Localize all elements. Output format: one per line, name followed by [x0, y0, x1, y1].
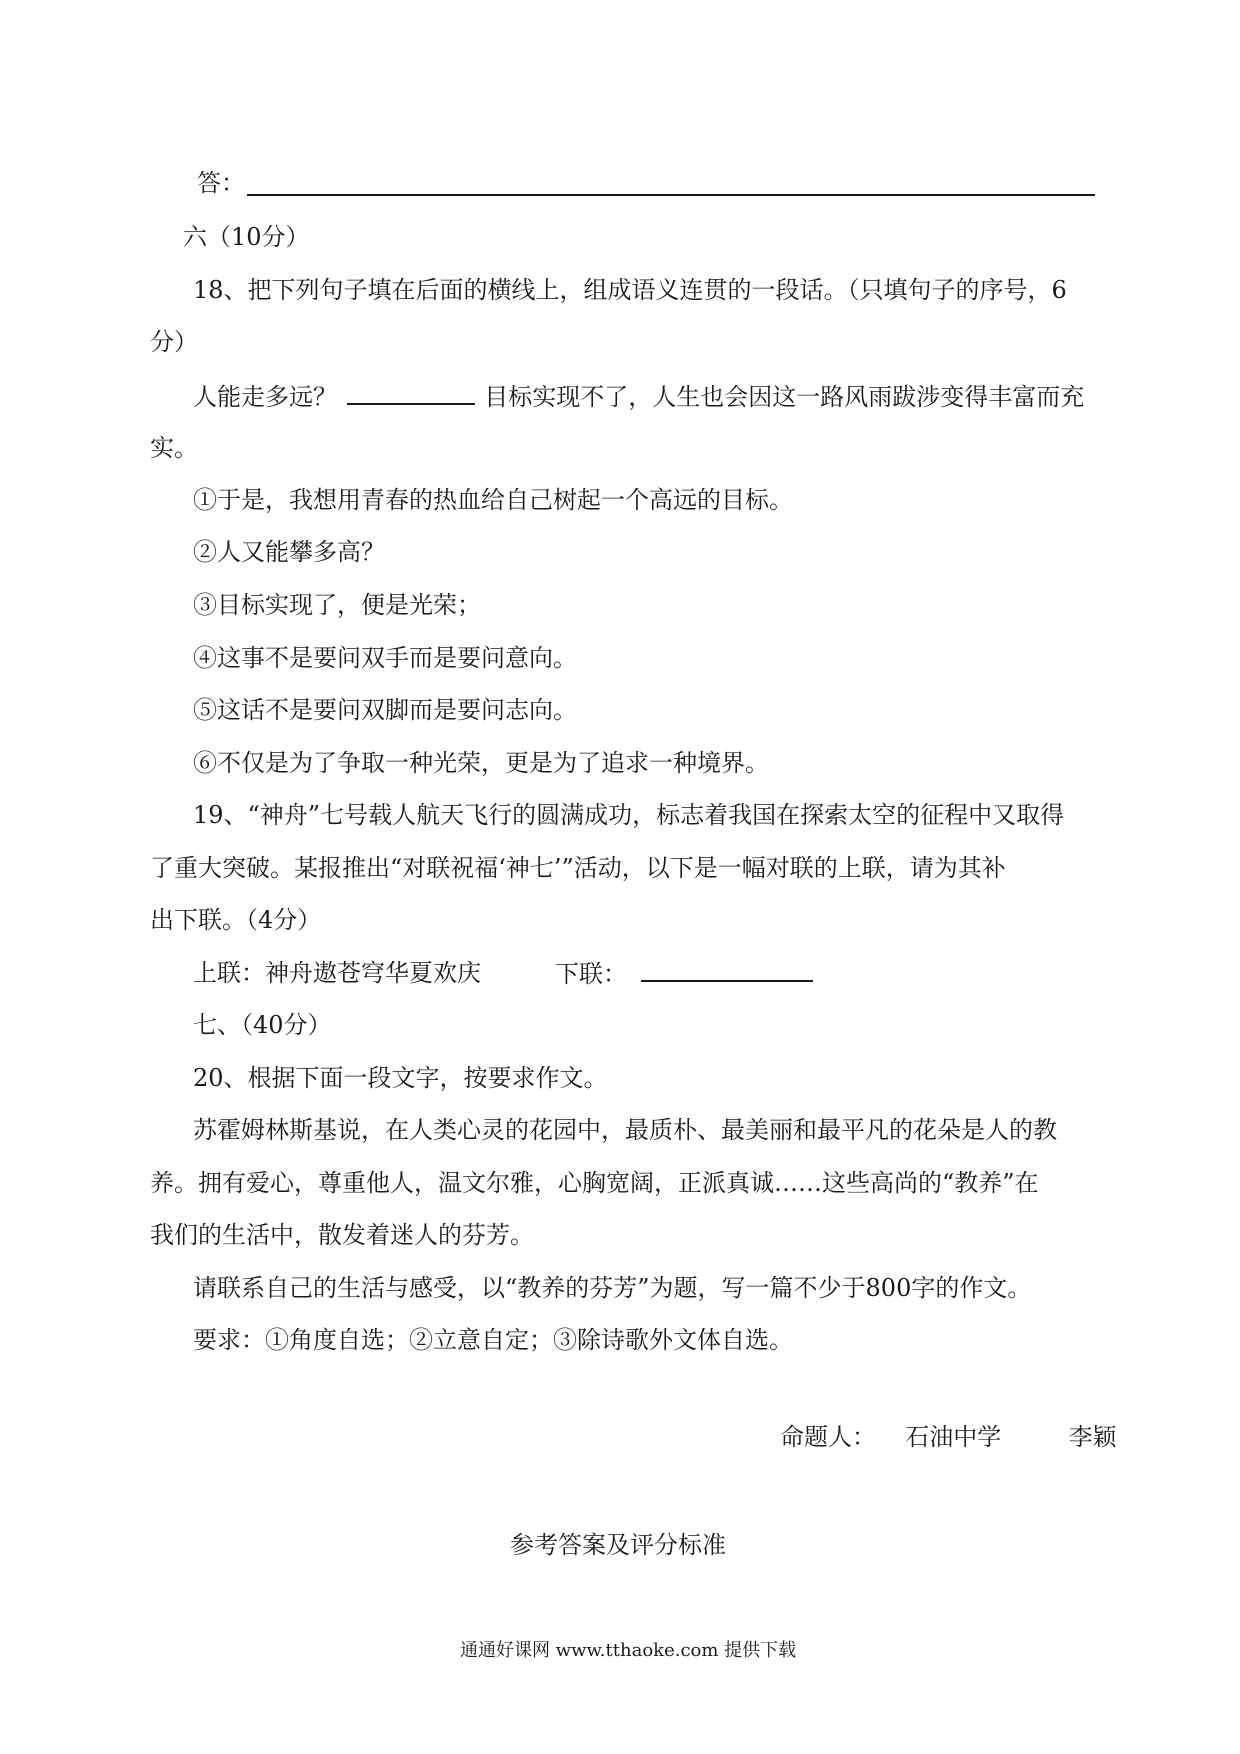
q18-option-1: ①于是，我想用青春的热血给自己树起一个高远的目标。 — [193, 486, 793, 514]
section-6-heading: 六（10分） — [183, 223, 310, 251]
author-credit — [780, 1422, 1117, 1452]
q20-quote-line2: 养。拥有爱心，尊重他人，温文尔雅，心胸宽阔，正派真诚……这些高尚的“教养”在 — [150, 1169, 1039, 1197]
q20-instruction: 20、根据下面一段文字，按要求作文。 — [193, 1064, 608, 1092]
q18-option-5: ⑤这话不是要问双脚而是要问志向。 — [193, 696, 577, 724]
answer-label: 答： — [197, 169, 245, 197]
q18-answer-blank[interactable] — [347, 381, 475, 405]
q19-line2: 了重大突破。某报推出“对联祝福‘神七’”活动，以下是一幅对联的上联，请为其补 — [150, 854, 1006, 882]
author-name: 李颖 — [1068, 1423, 1117, 1451]
answer-key-title: 参考答案及评分标准 — [510, 1531, 726, 1559]
q20-prompt: 请联系自己的生活与感受，以“教养的芬芳”为题，写一篇不少于800字的作文。 — [193, 1274, 1032, 1302]
q19-lower-couplet — [555, 958, 813, 989]
q19-upper-text: 神舟遨苍穹华夏欢庆 — [265, 959, 481, 987]
q18-passage-start: 人能走多远？ — [193, 383, 337, 411]
q18-passage-line2: 实。 — [150, 434, 198, 462]
q20-requirements: 要求：①角度自选；②立意自定；③除诗歌外文体自选。 — [193, 1326, 793, 1354]
q19-upper-label: 上联： — [193, 959, 265, 987]
q19-lower-blank[interactable] — [641, 958, 813, 982]
q20-quote-line3: 我们的生活中，散发着迷人的芬芳。 — [150, 1221, 534, 1249]
q18-option-2: ②人又能攀多高？ — [193, 538, 385, 566]
q19-line3: 出下联。（4分） — [150, 906, 322, 934]
q18-option-6: ⑥不仅是为了争取一种光荣，更是为了追求一种境界。 — [193, 749, 769, 777]
author-school: 石油中学 — [905, 1423, 1002, 1451]
footer-download-note: 通通好课网 www.tthaoke.com 提供下载 — [460, 1640, 797, 1661]
q18-option-3: ③目标实现了，便是光荣； — [193, 591, 481, 619]
q19-lower-label: 下联： — [555, 960, 627, 988]
answer-blank[interactable] — [247, 194, 1095, 196]
author-label: 命题人： — [780, 1423, 876, 1451]
q18-instruction-line2: 分） — [150, 328, 198, 356]
q18-passage-line1 — [193, 381, 1084, 412]
q18-option-4: ④这事不是要问双手而是要问意向。 — [193, 644, 577, 672]
q18-instruction-line1: 18、把下列句子填在后面的横线上，组成语义连贯的一段话。（只填句子的序号，6 — [193, 276, 1067, 304]
section-7-heading: 七、（40分） — [193, 1011, 332, 1039]
q18-passage-end: 目标实现不了，人生也会因这一路风雨跋涉变得丰富而充 — [484, 383, 1085, 411]
q20-quote-line1: 苏霍姆林斯基说，在人类心灵的花园中，最质朴、最美丽和最平凡的花朵是人的教 — [193, 1116, 1057, 1144]
q19-line1: 19、“神舟”七号载人航天飞行的圆满成功，标志着我国在探索太空的征程中又取得 — [193, 801, 1065, 829]
q19-upper-couplet — [193, 958, 481, 988]
